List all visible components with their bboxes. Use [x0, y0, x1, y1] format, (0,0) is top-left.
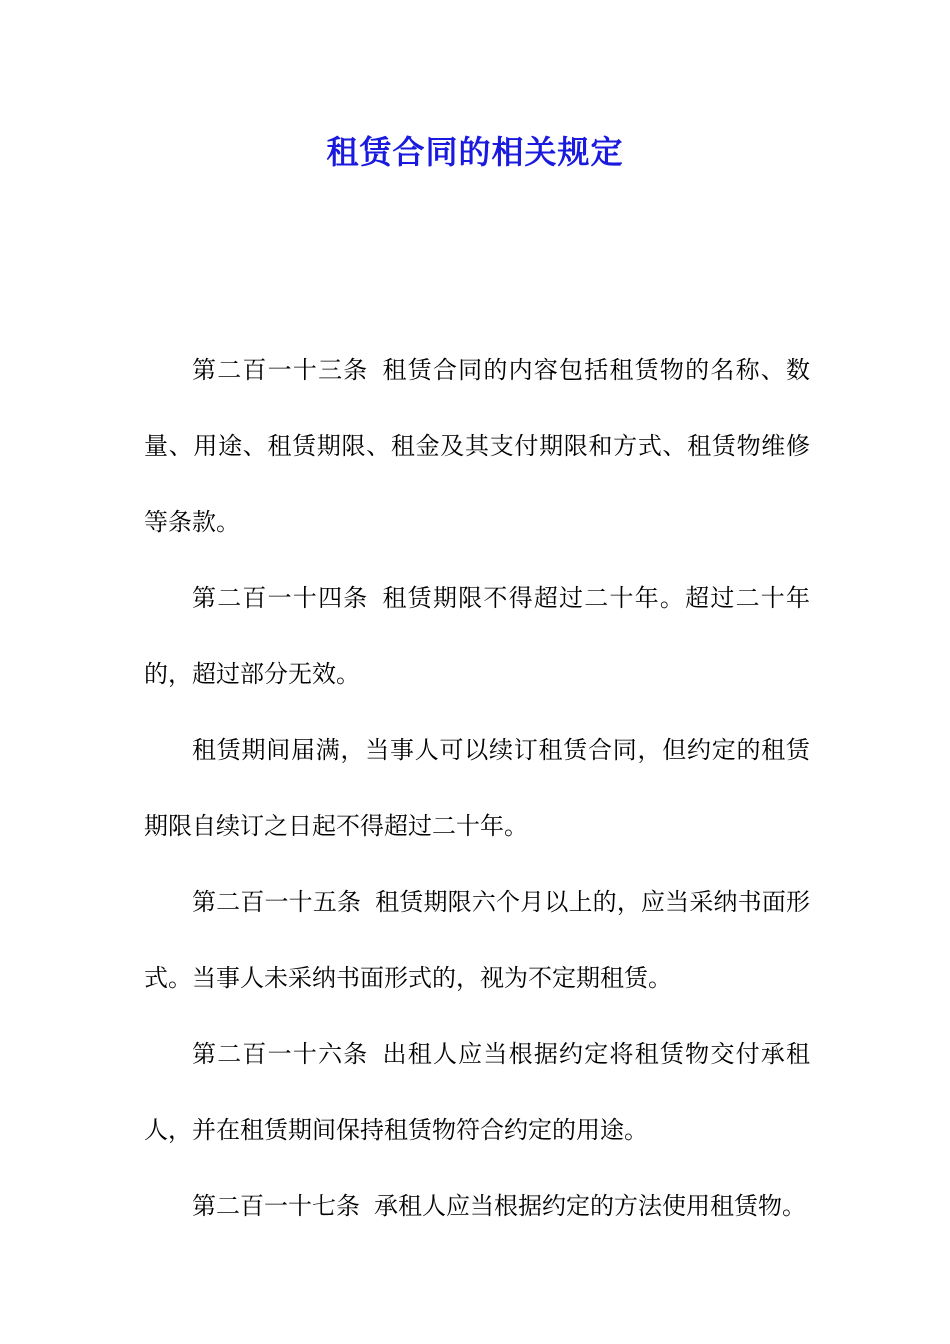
article-number: 第二百一十七条 [192, 1192, 360, 1220]
article-text: 租赁期限六个月以上的，应当采纳书面形式。当事人未采纳书面形式的，视为不定期租赁。 [144, 888, 811, 992]
paragraph-article-214 [144, 560, 810, 712]
article-text: 租赁合同的内容包括租赁物的名称、数量、用途、租赁期限、租金及其支付期限和方式、租赁物维修等条款。 [144, 356, 811, 536]
article-number: 第二百一十六条 [192, 1040, 369, 1068]
article-text: 承租人应当根据约定的方法使用租赁物。 [374, 1192, 806, 1220]
paragraph-article-215 [144, 864, 810, 1016]
paragraph-article-214-continued [144, 712, 810, 864]
document-title: 租赁合同的相关规定 [326, 133, 624, 171]
paragraph-article-217 [144, 1168, 810, 1244]
article-number: 第二百一十三条 [192, 356, 369, 384]
paragraph-article-213 [144, 332, 810, 560]
article-text: 租赁期限不得超过二十年。超过二十年的，超过部分无效。 [144, 584, 811, 688]
paragraph-article-216 [144, 1016, 810, 1168]
document-body [144, 332, 810, 1244]
article-number: 第二百一十五条 [192, 888, 362, 916]
article-number: 第二百一十四条 [192, 584, 369, 612]
article-text: 出租人应当根据约定将租赁物交付承租人，并在租赁期间保持租赁物符合约定的用途。 [144, 1040, 811, 1144]
article-text: 租赁期间届满，当事人可以续订租赁合同，但约定的租赁期限自续订之日起不得超过二十年。 [144, 736, 810, 840]
